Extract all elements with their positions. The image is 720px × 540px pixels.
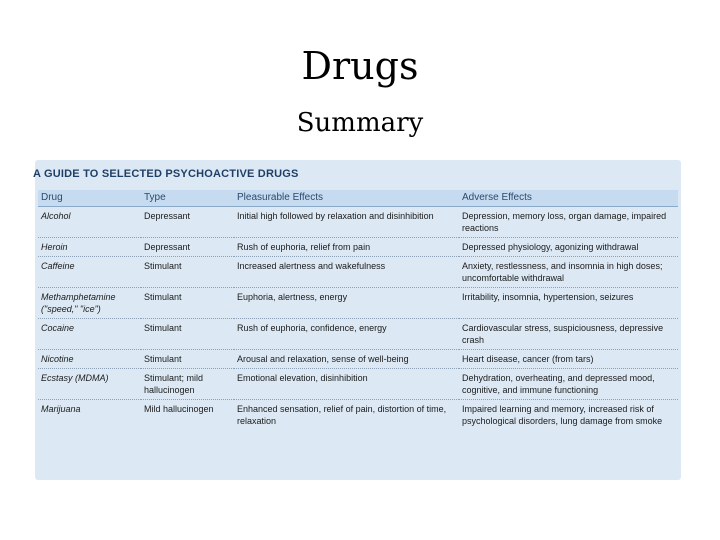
table-row	[38, 207, 678, 238]
table-row	[38, 257, 678, 288]
table-body	[38, 207, 678, 431]
pleasurable-effects-cell: Increased alertness and wakefulness	[234, 257, 459, 288]
drug-name-cell: Alcohol	[38, 207, 141, 238]
adverse-effects-cell: Depression, memory loss, organ damage, impaired reactions	[459, 207, 678, 238]
column-header-adverse-effects: Adverse Effects	[459, 190, 678, 207]
drug-name-cell: Cocaine	[38, 319, 141, 350]
drug-name-cell: Caffeine	[38, 257, 141, 288]
table-header-row	[38, 190, 678, 207]
drug-type-cell: Stimulant	[141, 257, 234, 288]
drug-type-cell: Stimulant	[141, 288, 234, 319]
drug-type-cell: Stimulant; mild hallucinogen	[141, 369, 234, 400]
drug-type-cell: Mild hallucinogen	[144, 404, 214, 414]
column-header-drug: Drug	[38, 190, 141, 207]
pleasurable-effects-cell: Initial high followed by relaxation and disinhibition	[234, 207, 459, 238]
pleasurable-effects-cell: Euphoria, alertness, energy	[234, 288, 459, 319]
drug-type-cell: Depressant	[141, 207, 234, 238]
table-row	[38, 319, 678, 350]
pleasurable-effects-cell: Emotional elevation, disinhibition	[234, 369, 459, 400]
pleasurable-effects-cell: Rush of euphoria, confidence, energy	[234, 319, 459, 350]
pleasurable-effects-cell: Enhanced sensation, relief of pain, distortion of time, relaxation	[237, 404, 447, 426]
drug-name-cell: Ecstasy (MDMA)	[38, 369, 141, 400]
adverse-effects-cell: Impaired learning and memory, increased risk of psychological disorders, lung damage from smoke	[462, 404, 663, 426]
table-row	[38, 400, 678, 431]
guide-heading: A GUIDE TO SELECTED PSYCHOACTIVE DRUGS	[33, 168, 299, 180]
adverse-effects-cell: Heart disease, cancer (from tars)	[459, 350, 678, 369]
slide-title: Drugs	[301, 44, 419, 88]
adverse-effects-cell: Dehydration, overheating, and depressed mood, cognitive, and immune functioning	[459, 369, 678, 400]
slide-subtitle: Summary	[296, 108, 424, 138]
drug-name-cell: Heroin	[38, 238, 141, 257]
column-header-pleasurable-effects: Pleasurable Effects	[234, 190, 459, 207]
drug-type-cell: Stimulant	[141, 319, 234, 350]
adverse-effects-cell: Cardiovascular stress, suspiciousness, depressive crash	[459, 319, 678, 350]
table-row	[38, 350, 678, 369]
table-row	[38, 238, 678, 257]
pleasurable-effects-cell: Rush of euphoria, relief from pain	[234, 238, 459, 257]
table-row	[38, 288, 678, 319]
adverse-effects-cell: Depressed physiology, agonizing withdrawal	[459, 238, 678, 257]
drug-table	[38, 190, 678, 430]
drug-type-cell: Stimulant	[141, 350, 234, 369]
drug-type-cell: Depressant	[141, 238, 234, 257]
adverse-effects-cell: Anxiety, restlessness, and insomnia in high doses; uncomfortable withdrawal	[459, 257, 678, 288]
drug-name-cell: Marijuana	[41, 404, 81, 414]
drug-name-cell: Nicotine	[38, 350, 141, 369]
table-row	[38, 369, 678, 400]
pleasurable-effects-cell: Arousal and relaxation, sense of well-being	[234, 350, 459, 369]
adverse-effects-cell: Irritability, insomnia, hypertension, seizures	[459, 288, 678, 319]
column-header-type: Type	[141, 190, 234, 207]
drug-name-cell: Methamphetamine ("speed," "ice")	[38, 288, 141, 319]
